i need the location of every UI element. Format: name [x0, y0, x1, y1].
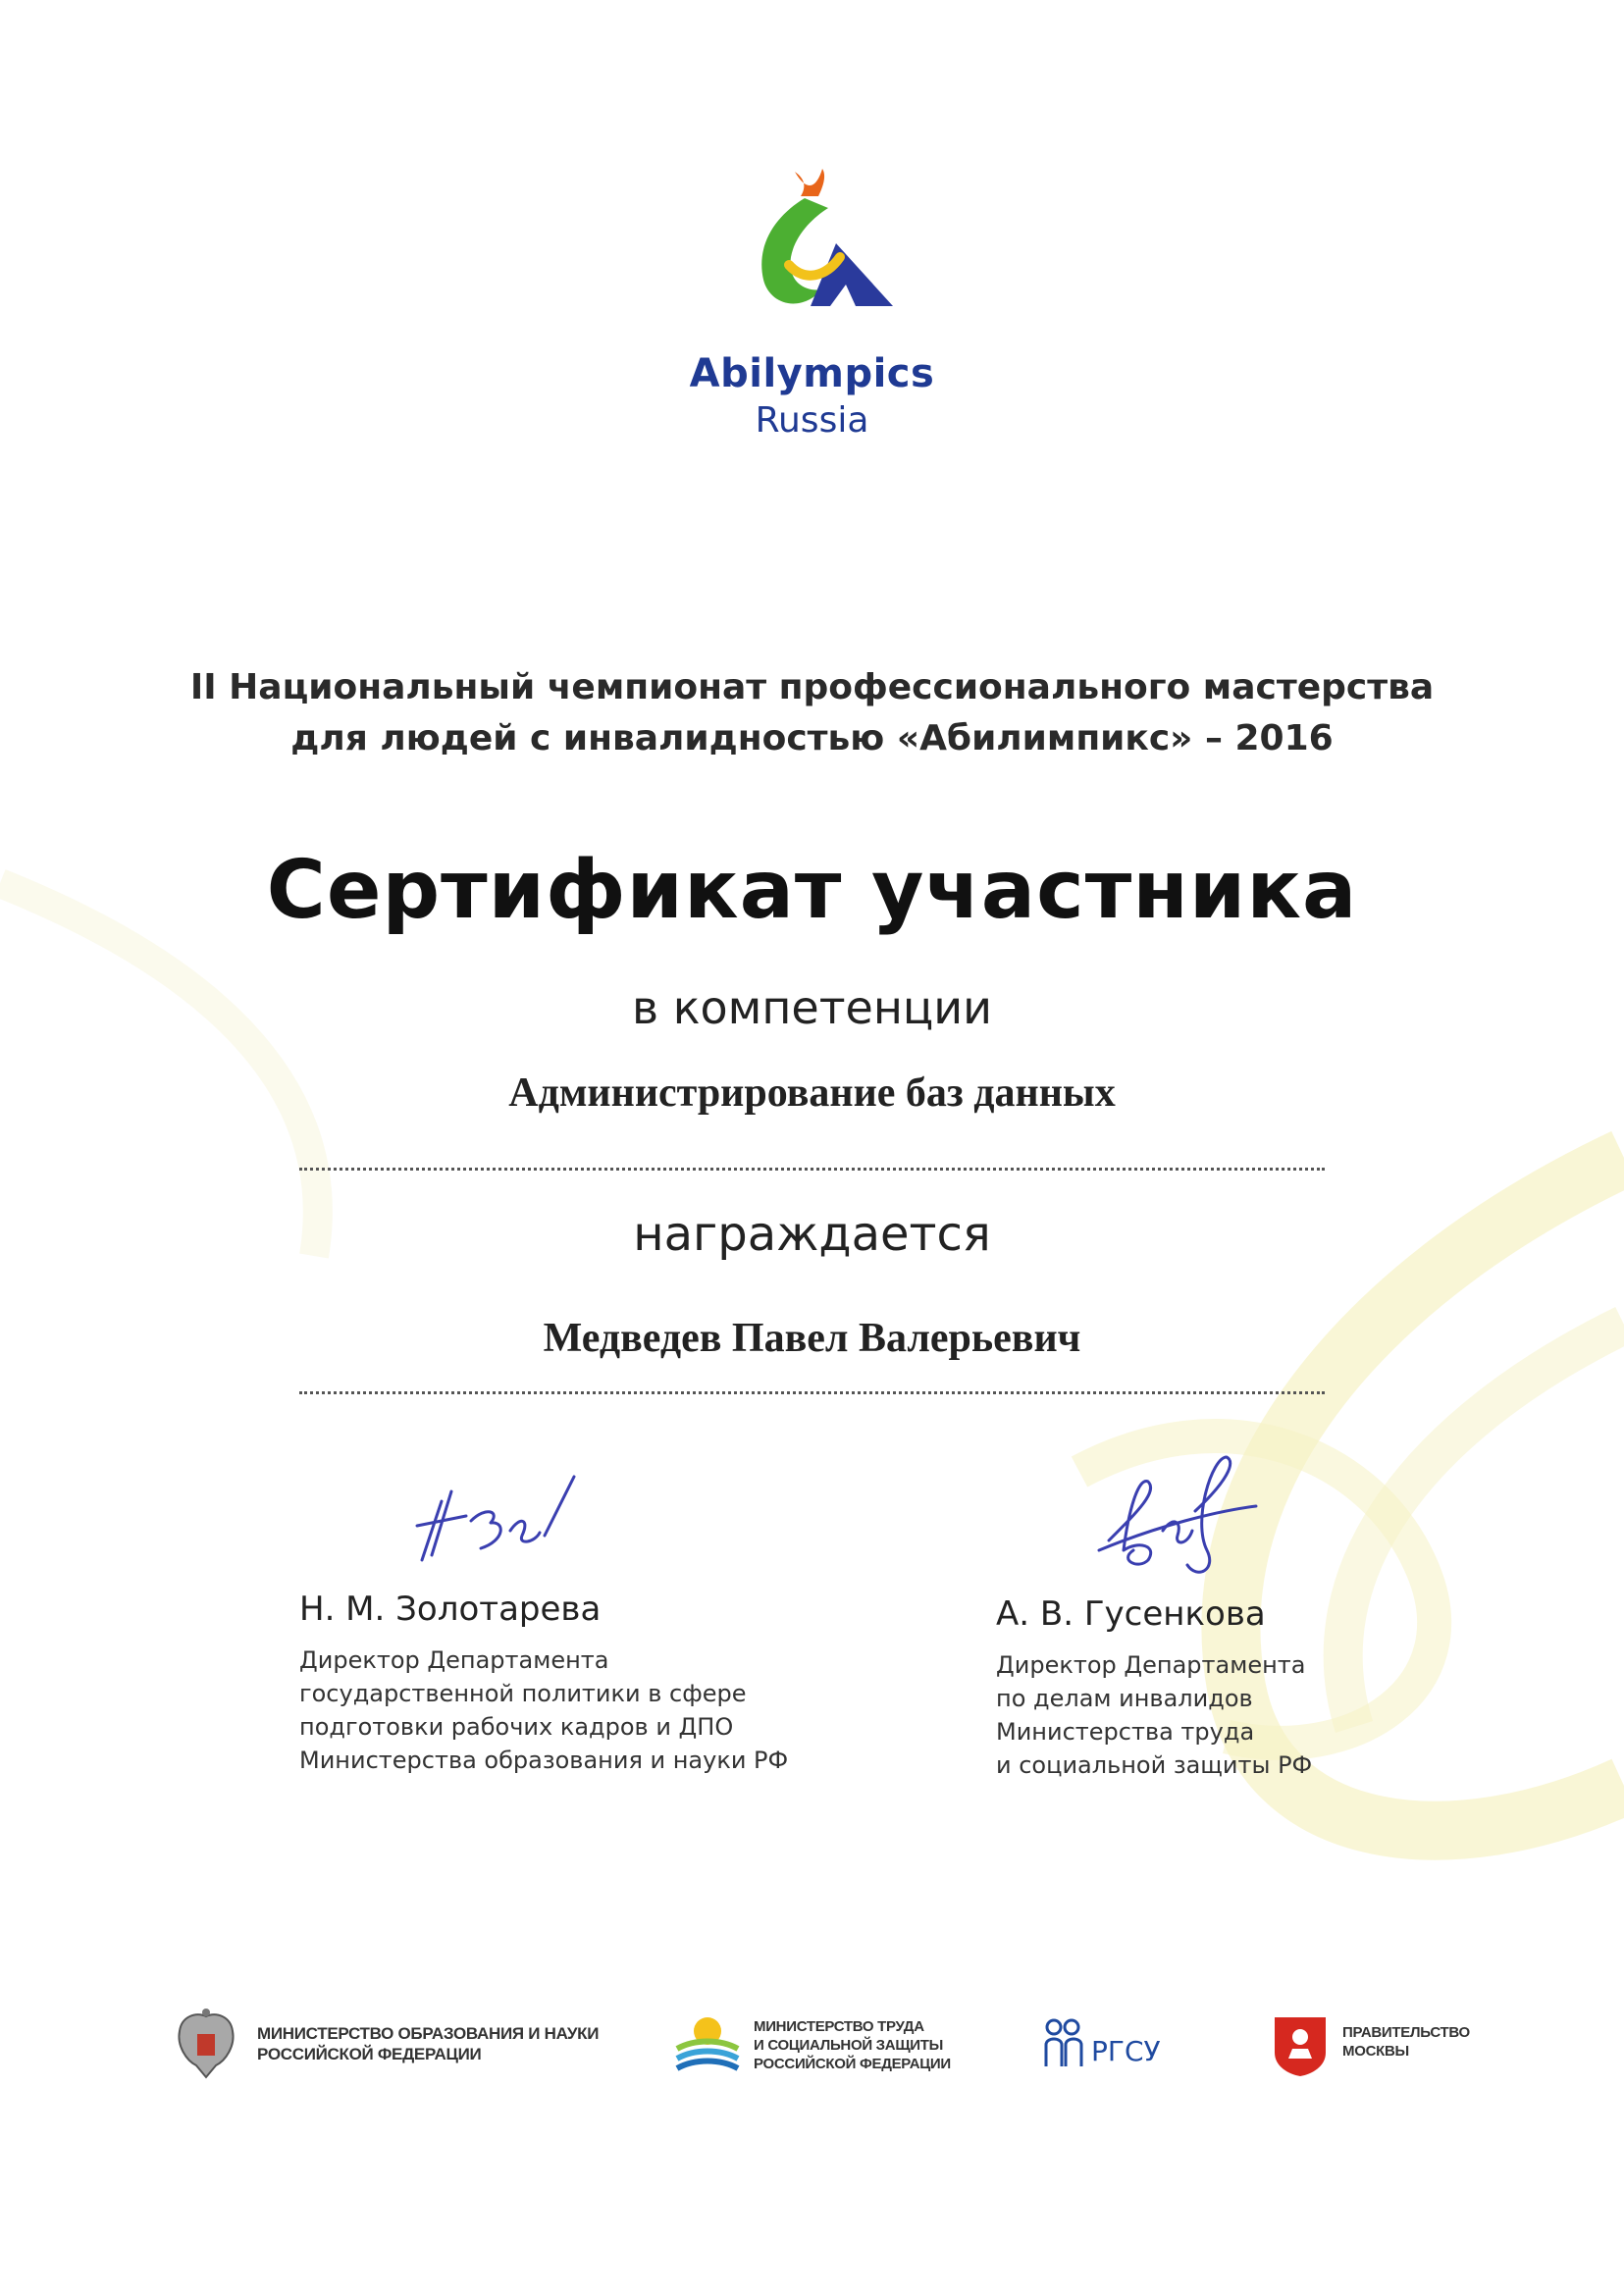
brand-name: Abilympics	[689, 351, 935, 396]
logo-orange-ribbon	[795, 169, 824, 196]
recipient-name: Медведев Павел Валерьевич	[543, 1316, 1081, 1361]
competence-name: Администрирование баз данных	[508, 1070, 1116, 1116]
rgsu-logo-icon	[1042, 2017, 1085, 2068]
mintrud-logo-text: МИНИСТЕРСТВО ТРУДА И СОЦИАЛЬНОЙ ЗАЩИТЫ РОССИЙСКОЙ ФЕДЕРАЦИИ	[754, 2018, 951, 2072]
signer-left-position: Директор Департамента государственной политики в сфере подготовки рабочих кадров и ДПО Министерства образования и науки РФ	[299, 1646, 789, 1774]
awarded-label: награждается	[633, 1207, 991, 1262]
signature-right	[1079, 1452, 1266, 1590]
championship-line-2: для людей с инвалидностью «Абилимпикс» – 2016	[290, 718, 1334, 758]
rgsu-logo-text: РГСУ	[1091, 2035, 1161, 2067]
championship-title	[0, 662, 1624, 764]
signer-right-position: Директор Департамента по делам инвалидов Министерства труда и социальной защиты РФ	[996, 1651, 1313, 1779]
moscow-logo-text: ПРАВИТЕЛЬСТВО МОСКВЫ	[1342, 2024, 1470, 2060]
minobr-logo-text: МИНИСТЕРСТВО ОБРАЗОВАНИЯ И НАУКИ РОССИЙСКОЙ ФЕДЕРАЦИИ	[257, 2024, 600, 2063]
signer-right-name: А. В. Гусенкова	[996, 1594, 1266, 1634]
competence-intro: в компетенции	[631, 981, 992, 1034]
signer-left-name: Н. М. Золотарева	[299, 1590, 602, 1629]
dotted-divider	[299, 1391, 1325, 1394]
abilympics-logo	[746, 167, 903, 324]
signature-left	[412, 1462, 589, 1570]
certificate-title: Сертификат участника	[266, 844, 1358, 937]
mintrud-logo-icon	[675, 2009, 740, 2074]
championship-line-1: II Национальный чемпионат профессионального мастерства	[189, 667, 1435, 707]
dotted-divider	[299, 1168, 1325, 1171]
brand-country: Russia	[755, 400, 869, 441]
moscow-emblem-icon	[1271, 2013, 1330, 2078]
coat-of-arms-icon	[172, 2007, 240, 2085]
